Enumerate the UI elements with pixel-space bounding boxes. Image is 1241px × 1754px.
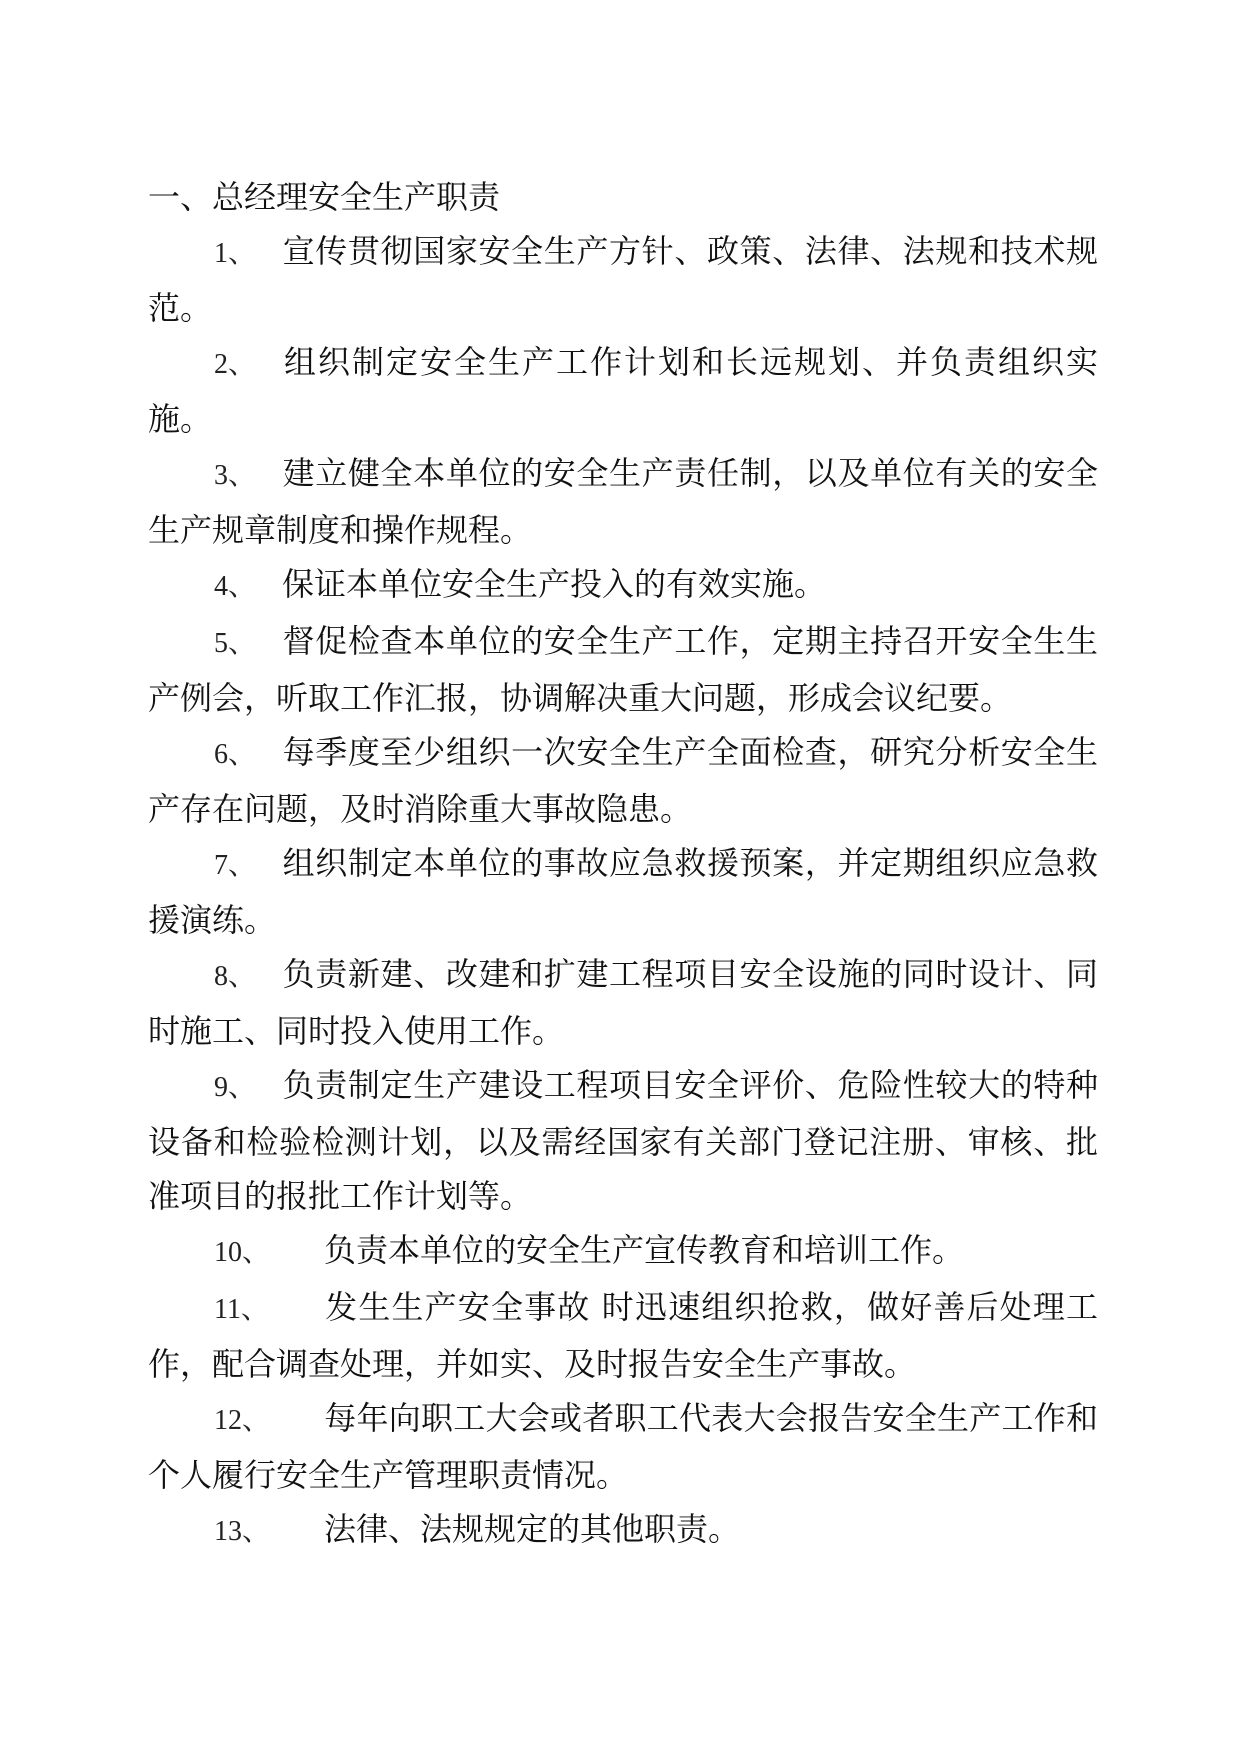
item-text: 发生生产安全事故 时迅速组织抢救，做好善后处理工作，配合调查处理，并如实、及时报告安全生产事故。: [148, 1288, 1098, 1383]
list-item: [148, 557, 1098, 614]
item-text: 督促检查本单位的安全生产工作，定期主持召开安全生生产例会，听取工作汇报，协调解决重大问题，形成会议纪要。: [148, 622, 1098, 717]
item-number: 12、: [214, 1405, 271, 1436]
item-text: 负责新建、改建和扩建工程项目安全设施的同时设计、同时施工、同时投入使用工作。: [148, 955, 1098, 1050]
document-body: [148, 170, 1098, 1559]
list-item: [148, 614, 1098, 725]
item-number: 7、: [214, 850, 257, 881]
item-text: 法律、法规规定的其他职责。: [324, 1510, 741, 1548]
item-number: 11、: [214, 1294, 269, 1325]
list-item: [148, 446, 1098, 557]
list-item: [148, 1058, 1098, 1223]
item-number: 3、: [214, 460, 257, 491]
list-item: [148, 224, 1098, 335]
list-item: [148, 836, 1098, 947]
item-number: 9、: [214, 1072, 257, 1103]
item-text: 建立健全本单位的安全生产责任制，以及单位有关的安全生产规章制度和操作规程。: [148, 454, 1098, 549]
list-item: [148, 947, 1098, 1058]
item-text: 负责本单位的安全生产宣传教育和培训工作。: [324, 1231, 965, 1269]
item-text: 每季度至少组织一次安全生产全面检查，研究分析安全生产存在问题，及时消除重大事故隐患。: [148, 733, 1098, 828]
list-item: [148, 1502, 1098, 1559]
item-text: 负责制定生产建设工程项目安全评价、危险性较大的特种设备和检验检测计划，以及需经国家有关部门登记注册、审核、批准项目的报批工作计划等。: [148, 1066, 1098, 1215]
item-number: 5、: [214, 628, 257, 659]
item-text: 保证本单位安全生产投入的有效实施。: [282, 565, 827, 603]
item-text: 每年向职工大会或者职工代表大会报告安全生产工作和个人履行安全生产管理职责情况。: [148, 1399, 1098, 1494]
section-heading: 一、总经理安全生产职责: [148, 178, 501, 216]
item-number: 4、: [214, 571, 257, 602]
item-number: 1、: [214, 238, 257, 269]
item-number: 6、: [214, 739, 257, 770]
list-item: [148, 1391, 1098, 1502]
item-number: 10、: [214, 1237, 271, 1268]
item-text: 组织制定安全生产工作计划和长远规划、并负责组织实施。: [148, 343, 1098, 438]
item-text: 组织制定本单位的事故应急救援预案，并定期组织应急救援演练。: [148, 844, 1098, 939]
item-number: 13、: [214, 1516, 271, 1547]
item-text: 宣传贯彻国家安全生产方针、政策、法律、法规和技术规范。: [148, 232, 1098, 327]
item-number: 2、: [214, 349, 257, 380]
list-item: [148, 1280, 1098, 1391]
list-item: [148, 335, 1098, 446]
list-item: [148, 725, 1098, 836]
list-item: [148, 1223, 1098, 1280]
item-number: 8、: [214, 961, 257, 992]
